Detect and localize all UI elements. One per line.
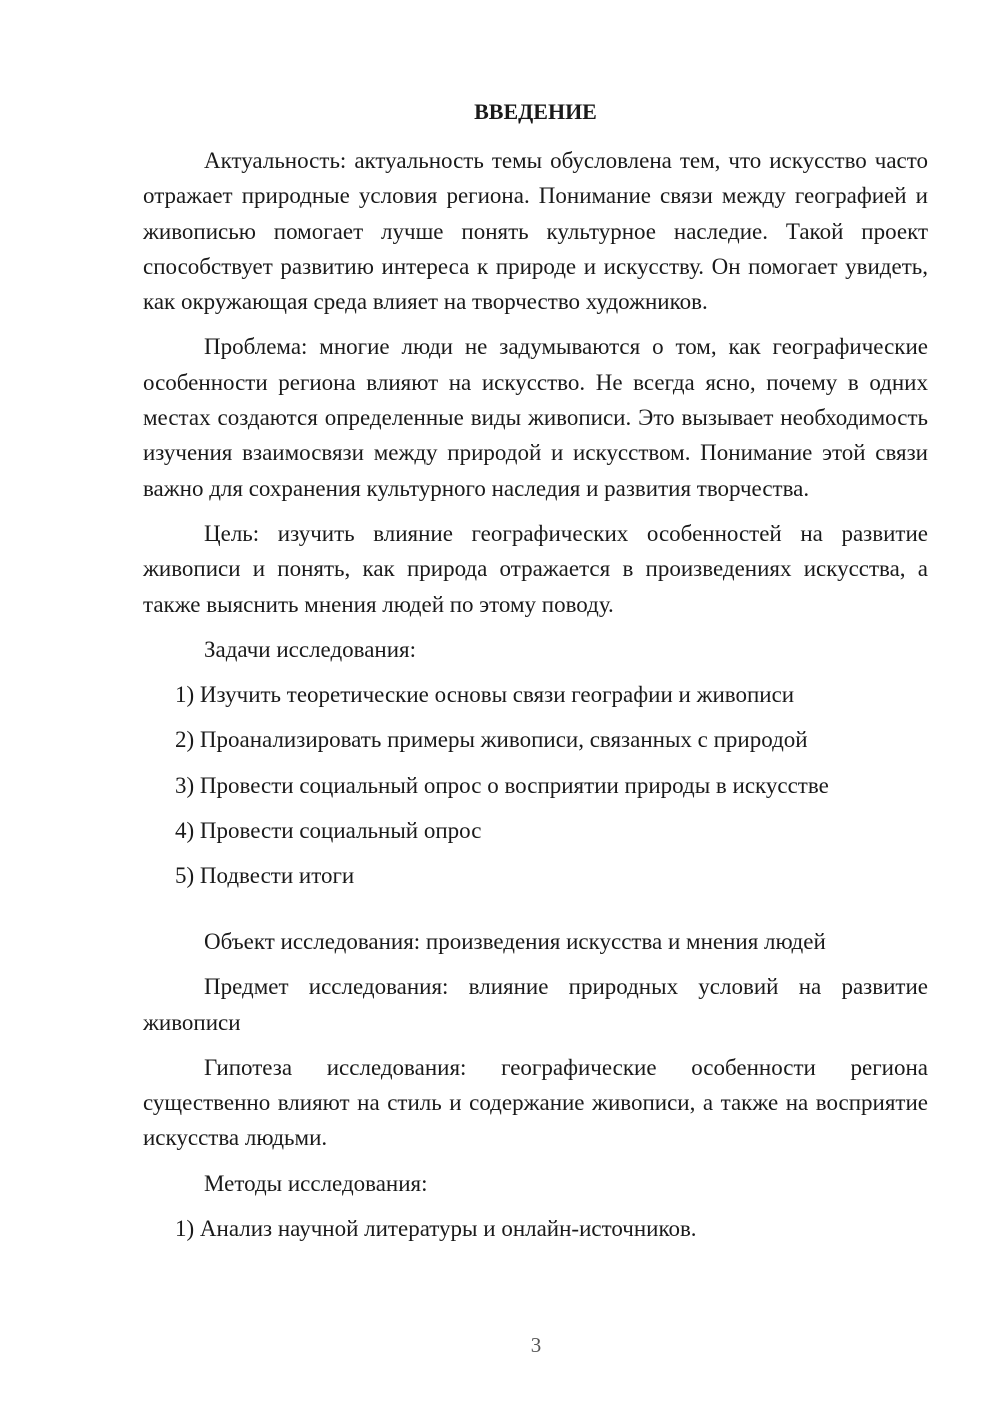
methods-label: Методы исследования: <box>204 1170 428 1196</box>
task-item: 2) Проанализировать примеры живописи, связанных с природой <box>175 727 808 753</box>
tasks-label: Задачи исследования: <box>204 636 417 662</box>
method-item: 1) Анализ научной литературы и онлайн-источников. <box>175 1216 697 1242</box>
task-item: 1) Изучить теоретические основы связи географии и живописи <box>175 682 795 708</box>
page-title: ВВЕДЕНИЕ <box>474 99 597 124</box>
task-item: 5) Подвести итоги <box>175 863 355 889</box>
body-text-lower <box>143 924 928 1256</box>
task-item: 4) Провести социальный опрос <box>175 818 482 844</box>
relevance-paragraph: Актуальность: актуальность темы обусловлена тем, что искусство часто отражает природные условия региона. Понимание связи между географией и живописью помогает лучше понять культурное наследие. Такой проект способствует развитию интереса к природе и искусству. Он помогает увидеть, как окружающая среда влияет на творчество художников. <box>143 148 928 315</box>
subject-paragraph: Предмет исследования: влияние природных условий на развитие живописи <box>143 974 928 1035</box>
hypothesis-paragraph: Гипотеза исследования: географические особенности региона существенно влияют на стиль и содержание живописи, а также на восприятие искусства людьми. <box>143 1054 928 1151</box>
page-number: 3 <box>530 1333 542 1357</box>
object-paragraph: Объект исследования: произведения искусства и мнения людей <box>204 929 826 954</box>
body-text-upper <box>143 143 928 904</box>
problem-paragraph: Проблема: многие люди не задумываются о том, как географические особенности региона влияют на искусство. Не всегда ясно, почему в одних местах создаются определенные виды живописи. Это вызывает необходимость изучения взаимосвязи между природой и искусством. Понимание этой связи важно для сохранения культурного наследия и развития творчества. <box>143 334 928 501</box>
task-item: 3) Провести социальный опрос о восприятии природы в искусстве <box>175 772 829 798</box>
goal-paragraph: Цель: изучить влияние географических особенностей на развитие живописи и понять, как природа отражается в произведениях искусства, а также выяснить мнения людей по этому поводу. <box>143 520 928 617</box>
